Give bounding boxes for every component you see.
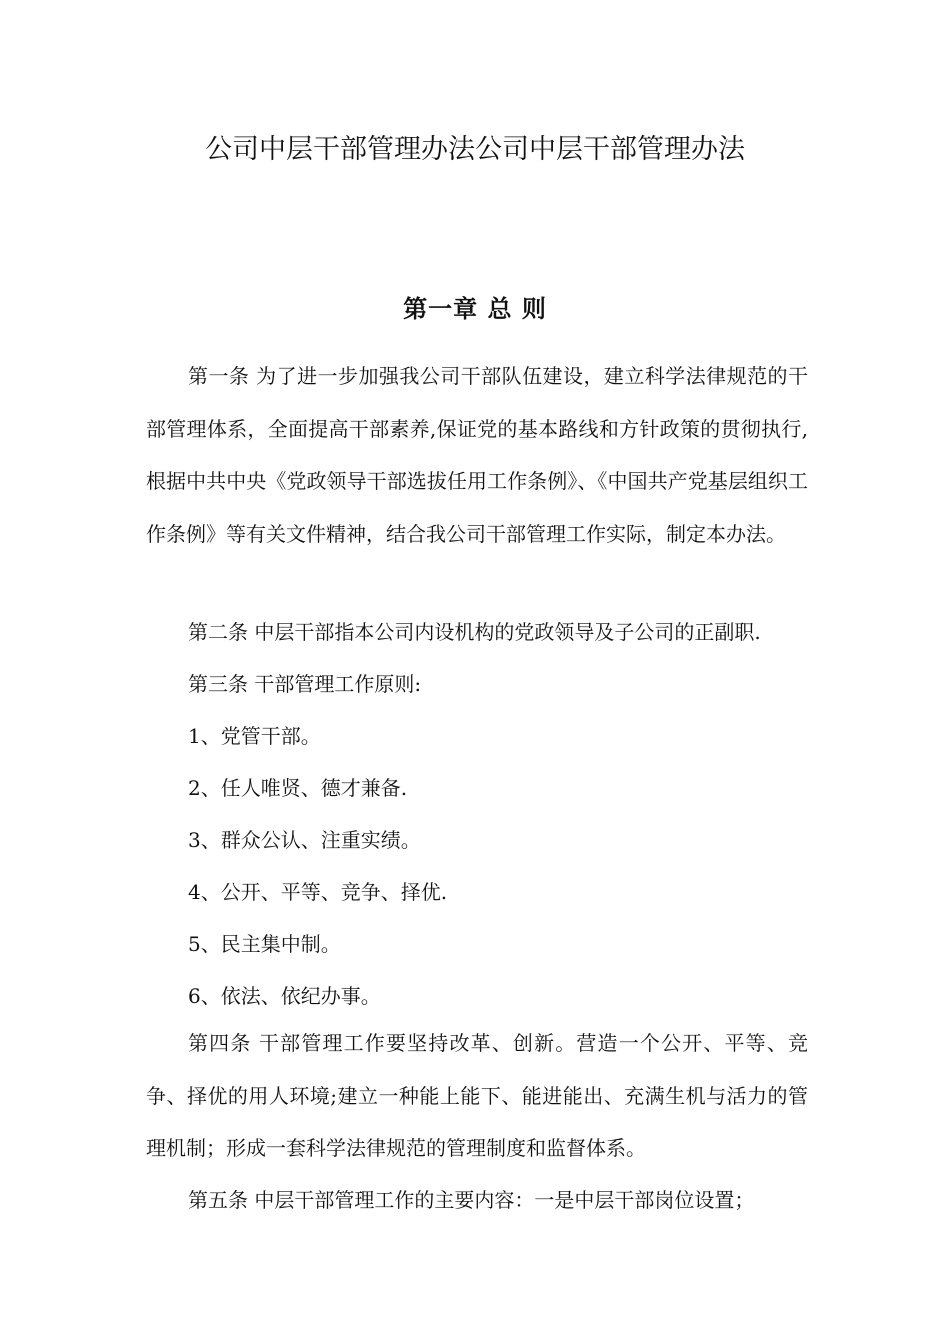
article-4-paragraph: 第四条 干部管理工作要坚持改革、创新。营造一个公开、平等、竞争、择优的用人环境;建立一种能上能下、能进能出、充满生机与活力的管理机制；形成一套科学法律规范的管理制度和监督体系。 [146, 1031, 808, 1160]
principle-item: 2、任人唯贤、德才兼备. [188, 776, 408, 800]
article-3-paragraph: 第三条 干部管理工作原则: [188, 672, 422, 696]
principle-item: 4、公开、平等、竞争、择优. [188, 880, 448, 904]
article-2-paragraph: 第二条 中层干部指本公司内设机构的党政领导及子公司的正副职. [188, 620, 761, 644]
chapter-heading: 第一章 总 则 [403, 295, 547, 323]
principle-item: 1、党管干部。 [188, 724, 321, 748]
principle-item: 3、群众公认、注重实绩。 [188, 828, 421, 852]
principle-item: 5、民主集中制。 [188, 932, 341, 956]
article-1-paragraph: 第一条 为了进一步加强我公司干部队伍建设，建立科学法律规范的干部管理体系，全面提高干部素养,保证党的基本路线和方针政策的贯彻执行,根据中共中央《党政领导干部选拔任用工作条例》、《中国共产党基层组织工作条例》等有关文件精神，结合我公司干部管理工作实际，制定本办法。 [146, 364, 808, 546]
article-5-paragraph: 第五条 中层干部管理工作的主要内容：一是中层干部岗位设置； [188, 1188, 755, 1212]
document-title: 公司中层干部管理办法公司中层干部管理办法 [205, 134, 745, 165]
principle-item: 6、依法、依纪办事。 [188, 984, 381, 1008]
